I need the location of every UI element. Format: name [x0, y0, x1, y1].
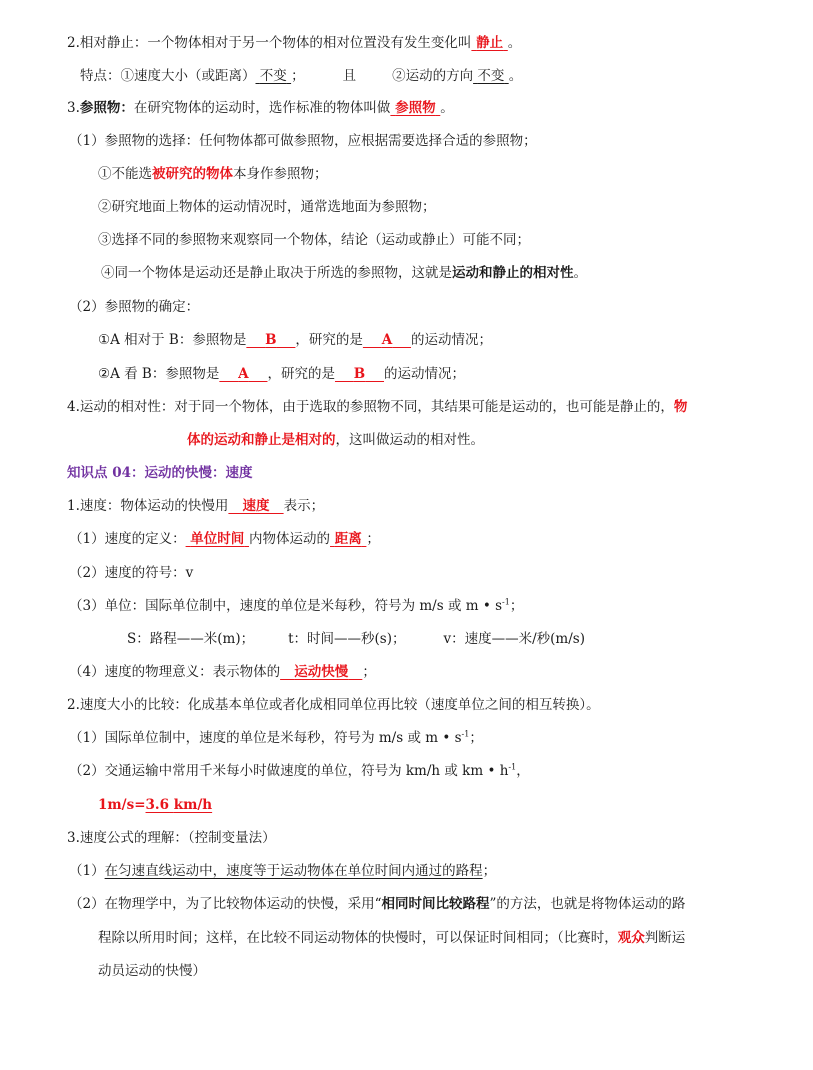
answer-blank: 不变	[259, 68, 287, 84]
line-ref-rule-1: ①不能选被研究的物体本身作参照物；	[98, 166, 328, 182]
answer-blank: B	[265, 332, 277, 348]
line-relative-rest: 2.相对静止：一个物体相对于另一个物体的相对位置没有发生变化叫 静止 。	[67, 35, 522, 51]
section-heading: 知识点 04：运动的快慢：速度	[67, 465, 253, 481]
answer-blank: 静止	[476, 35, 504, 51]
answer-blank: A	[238, 366, 249, 382]
line-speed-meaning: （4）速度的物理意义：表示物体的 运动快慢 ；	[69, 664, 376, 680]
line-a-look-b: ②A 看 B：参照物是 A ，研究的是 B 的运动情况；	[98, 366, 466, 382]
line-speed-symbol: （2）速度的符号：v	[69, 565, 194, 581]
line-a-relative-b: ①A 相对于 B：参照物是 B ，研究的是 A 的运动情况；	[98, 332, 493, 348]
line-uniform-motion: （1）在匀速直线运动中，速度等于运动物体在单位时间内通过的路程；	[69, 863, 497, 879]
answer-blank: 单位时间	[190, 531, 245, 547]
answer-blank: B	[353, 366, 366, 382]
answer-blank: 运动快慢	[294, 664, 349, 680]
line-speed-definition: （1）速度的定义： 单位时间 内物体运动的 距离 ；	[69, 531, 380, 547]
line-ref-determine: （2）参照物的确定：	[69, 299, 200, 315]
answer-blank: 距离	[334, 531, 362, 547]
answer-blank: 参照物	[395, 100, 436, 116]
line-speed-unit: （3）单位：国际单位制中，速度的单位是米每秒，符号为 m/s 或 m • $s^{-1}$；	[69, 597, 524, 614]
line-features: 特点：①速度大小（或距离） 不变 ； 且 ②运动的方向 不变 。	[80, 68, 523, 84]
answer-blank: 速度	[242, 498, 270, 514]
line-kmh-unit: （2）交通运输中常用千米每小时做速度的单位，符号为 km/h 或 km • $h^{-1}$，	[69, 762, 530, 779]
line-relativity-cont: 体的运动和静止是相对的，这叫做运动的相对性。	[187, 432, 484, 448]
line-symbols: S：路程——米(m)； t：时间——秒(s)； v：速度——米/秒(m/s)	[127, 631, 585, 647]
line-speed: 1.速度：物体运动的快慢用 速度 表示；	[67, 498, 325, 514]
line-ref-choice: （1）参照物的选择：任何物体都可做参照物，应根据需要选择合适的参照物；	[69, 133, 537, 149]
line-ref-rule-2: ②研究地面上物体的运动情况时，通常选地面为参照物；	[98, 199, 436, 215]
line-compare-method-end: 动员运动的快慢）	[98, 963, 206, 979]
line-ref-rule-3: ③选择不同的参照物来观察同一个物体，结论（运动或静止）可能不同；	[98, 232, 530, 248]
line-compare-method-cont: 程除以所用时间；这样，在比较不同运动物体的快慢时，可以保证时间相同；（比赛时，观众判断运	[98, 930, 686, 946]
line-ref-rule-4: ④同一个物体是运动还是静止取决于所选的参照物，这就是运动和静止的相对性。	[101, 265, 587, 281]
line-si-unit: （1）国际单位制中，速度的单位是米每秒，符号为 m/s 或 m • $s^{-1}$；	[69, 729, 483, 746]
answer-blank: A	[381, 332, 393, 348]
answer-blank: 不变	[477, 68, 505, 84]
line-speed-compare: 2.速度大小的比较：化成基本单位或者化成相同单位再比较（速度单位之间的相互转换）。	[67, 697, 600, 713]
line-reference-object: 3.参照物：在研究物体的运动时，选作标准的物体叫做 参照物 。	[67, 100, 454, 116]
line-compare-method: （2）在物理学中，为了比较物体运动的快慢，采用“相同时间比较路程”的方法，也就是将物体运动的路	[69, 896, 686, 912]
line-conversion: 1m/s=3.6 km/h	[98, 797, 213, 813]
line-formula: 3.速度公式的理解：（控制变量法）	[67, 830, 276, 846]
line-relativity: 4.运动的相对性：对于同一个物体，由于选取的参照物不同，其结果可能是运动的，也可能是静止的，物	[67, 399, 688, 415]
